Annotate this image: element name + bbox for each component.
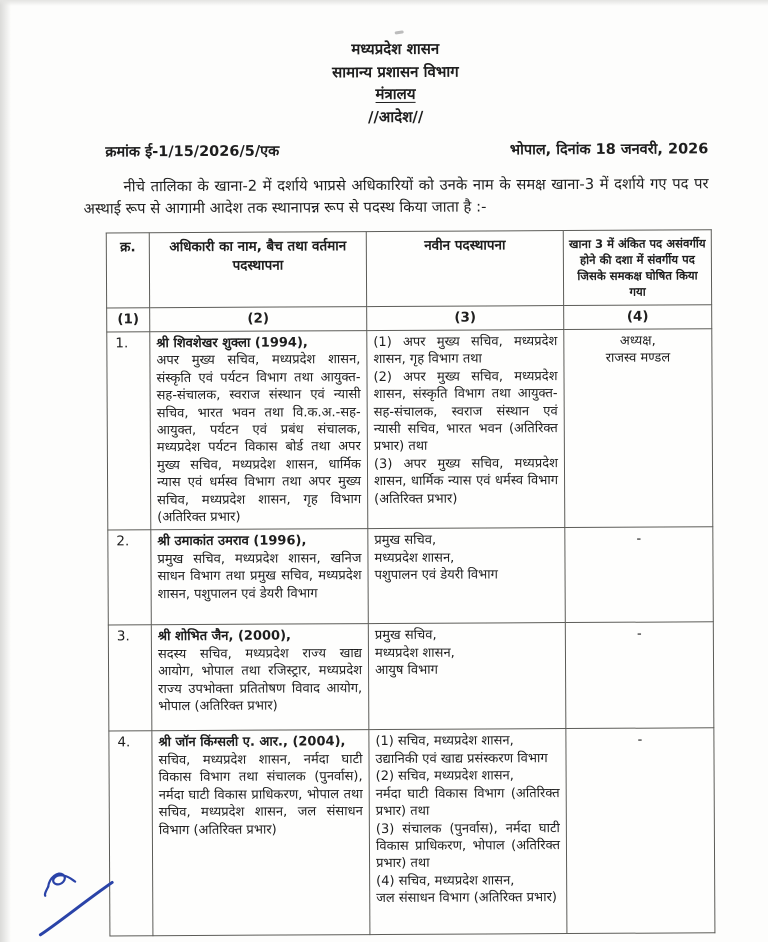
equivalent-post: - [565, 527, 713, 623]
officer-current-posting: प्रमुख सचिव, मध्यप्रदेश शासन, खनिज साधन विभाग तथा प्रमुख सचिव, मध्यप्रदेश शासन, पशुपालन एवं डेयरी विभाग [157, 550, 362, 602]
equivalent-post: - [566, 728, 715, 934]
header-government-name: मध्यप्रदेश शासन [351, 39, 440, 59]
table-row [107, 329, 713, 531]
reference-row [105, 138, 708, 161]
document-header [83, 36, 708, 129]
serial-number: 1. [107, 332, 151, 531]
column-number-1: (1) [107, 308, 150, 332]
table-header-row [106, 230, 711, 308]
signature-mark [35, 865, 121, 941]
new-posting: (1) सचिव, मध्यप्रदेश शासन, उद्यानिकी एवं खाद्य प्रसंस्करण विभाग (2) सचिव, मध्यप्रदेश शासन, नर्मदा घाटी विकास विभाग (अतिरिक्त प्रभार) तथा (3) संचालक (पुनर्वास), नर्मदा घाटी विकास प्राधिकरण, भोपाल (अतिरिक्त प्रभार) तथा (4) सचिव, मध्यप्रदेश शासन, जल संसाधन विभाग (अतिरिक्त प्रभार) [369, 729, 567, 935]
officer-current-posting: सदस्य सचिव, मध्यप्रदेश राज्य खाद्य आयोग, भोपाल तथा रजिस्ट्रार, मध्यप्रदेश राज्य उपभोक्ता प्रतितोषण विवाद आयोग, भोपाल (अतिरिक्त प्रभार) [157, 645, 363, 715]
col-header-serial: क्र. [106, 233, 149, 308]
new-posting: (1) अपर मुख्य सचिव, मध्यप्रदेश शासन, गृह विभाग तथा (2) अपर मुख्य सचिव, मध्यप्रदेश शासन, संस्कृति विभाग तथा आयुक्त-सह-संचालक, स्वराज संस्थान एवं न्यासी सचिव, भारत भवन (अतिरिक्त प्रभार) तथा (3) अपर मुख्य सचिव, मध्यप्रदेश शासन, धार्मिक न्यास एवं धर्मस्व विभाग (अतिरिक्त प्रभार) [367, 330, 565, 529]
document-content [83, 36, 713, 937]
officer-name: श्री जॉन किंग्सली ए. आर., (2004), [158, 734, 346, 751]
officer-name: श्री शोभित जैन, (2000), [157, 628, 291, 645]
table-row [108, 527, 713, 625]
column-number-row [107, 305, 712, 332]
reference-number: क्रमांक ई-1/15/2026/5/एक [105, 143, 280, 161]
header-order-title: //आदेश// [367, 107, 424, 126]
header-department-name: सामान्य प्रशासन विभाग [332, 62, 459, 81]
serial-number: 2. [108, 530, 151, 625]
table-row [108, 622, 714, 731]
equivalent-post: अध्यक्ष, राजस्व मण्डल [564, 329, 713, 528]
officer-current-posting: सचिव, मध्यप्रदेश शासन, नर्मदा घाटी विकास विभाग तथा संचालक (पुनर्वास), नर्मदा घाटी विकास प्राधिकरण, भोपाल तथा सचिव, मध्यप्रदेश शासन, जल संसाधन विभाग (अतिरिक्त प्रभार) [158, 751, 363, 838]
officer-name: श्री उमाकांत उमराव (1996), [157, 533, 307, 550]
officer-current-posting: अपर मुख्य सचिव, मध्यप्रदेश शासन, संस्कृति एवं पर्यटन विभाग तथा आयुक्त-सह-संचालक, स्वराज संस्थान एवं न्यासी सचिव, भारत भवन तथा वि.क.अ.-सह-आयुक्त, पर्यटन एवं प्रबंध संचालक, मध्यप्रदेश पर्यटन विकास बोर्ड तथा अपर मुख्य सचिव, मध्यप्रदेश शासन, धार्मिक न्यास एवं धर्मस्व विभाग तथा अपर मुख्य सचिव, मध्यप्रदेश शासन, गृह विभाग (अतिरिक्त प्रभार) [156, 352, 362, 526]
header-ministry: मंत्रालय [375, 84, 416, 104]
new-posting: प्रमुख सचिव, मध्यप्रदेश शासन, पशुपालन एवं डेयरी विभाग [368, 528, 565, 624]
new-posting: प्रमुख सचिव, मध्यप्रदेश शासन, आयुष विभाग [368, 623, 566, 730]
column-number-3: (3) [367, 306, 564, 331]
scan-artifact-dash [395, 30, 404, 34]
intro-paragraph: नीचे तालिका के खाना-2 में दर्शाये भाप्रसे अधिकारियों को उनके नाम के समक्ष खाना-3 में दर्शाये गए पद पर अस्थाई रूप से आगामी आदेश तक स्थानापन्न रूप से पदस्थ किया जाता है :- [83, 175, 709, 218]
serial-number: 4. [109, 731, 153, 936]
officer-name-and-current-posting [151, 529, 368, 625]
officer-name-and-current-posting [151, 624, 369, 731]
officers-posting-table [106, 229, 716, 937]
table-row [109, 728, 715, 936]
col-header-name-current-posting: अधिकारी का नाम, बैच तथा वर्तमान पदस्थापना [149, 232, 366, 308]
serial-number: 3. [108, 625, 152, 731]
col-header-new-posting: नवीन पदस्थापना [366, 231, 563, 307]
column-number-2: (2) [150, 307, 367, 332]
col-header-equivalent-post: खाना 3 में अंकित पद असंवर्गीय होने की दशा में संवर्गीय पद जिसके समकक्ष घोषित किया गया [563, 230, 711, 306]
officer-name: श्री शिवशेखर शुक्ला (1994), [156, 335, 308, 352]
column-number-4: (4) [564, 305, 712, 330]
officer-name-and-current-posting [152, 730, 370, 936]
equivalent-post: - [565, 622, 714, 729]
scan-edge-left [0, 0, 11, 942]
place-and-date: भोपाल, दिनांक 18 जनवरी, 2026 [509, 141, 709, 159]
officer-name-and-current-posting [150, 331, 368, 531]
scan-edge-top [0, 0, 768, 6]
